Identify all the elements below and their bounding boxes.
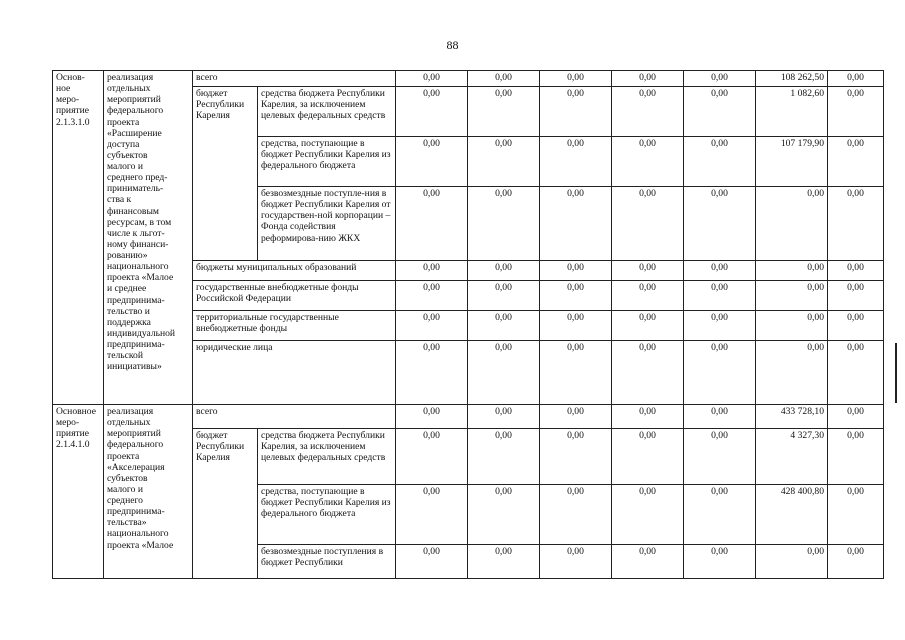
amount-cell: 0,00 xyxy=(396,87,468,137)
amount-cell: 0,00 xyxy=(540,261,612,281)
amount-cell: 0,00 xyxy=(540,405,612,429)
amount-cell: 0,00 xyxy=(684,429,756,485)
funding-source-cell: бюджеты муниципальных образований xyxy=(193,261,396,281)
amount-cell: 0,00 xyxy=(684,137,756,187)
amount-cell: 0,00 xyxy=(468,311,540,341)
amount-cell: 0,00 xyxy=(828,87,884,137)
table-row xyxy=(53,405,884,429)
amount-cell: 0,00 xyxy=(396,545,468,579)
margin-bar xyxy=(895,343,897,403)
amount-cell: 0,00 xyxy=(756,311,828,341)
amount-cell: 0,00 xyxy=(828,71,884,87)
amount-cell: 0,00 xyxy=(828,341,884,405)
amount-cell: 0,00 xyxy=(612,341,684,405)
amount-cell: 0,00 xyxy=(684,545,756,579)
amount-cell: 0,00 xyxy=(612,429,684,485)
amount-cell: 0,00 xyxy=(684,341,756,405)
funding-source-cell: территориальные государственные внебюджетные фонды xyxy=(193,311,396,341)
amount-cell: 0,00 xyxy=(612,545,684,579)
amount-cell: 0,00 xyxy=(612,71,684,87)
amount-cell: 0,00 xyxy=(828,545,884,579)
amount-cell: 0,00 xyxy=(828,261,884,281)
amount-cell: 0,00 xyxy=(684,281,756,311)
funding-source-cell: юридические лица xyxy=(193,341,396,405)
amount-cell: 0,00 xyxy=(756,545,828,579)
amount-cell: 0,00 xyxy=(468,405,540,429)
page-number: 88 xyxy=(446,38,459,52)
amount-cell: 0,00 xyxy=(828,281,884,311)
amount-cell: 0,00 xyxy=(396,71,468,87)
amount-cell: 0,00 xyxy=(684,405,756,429)
amount-cell: 107 179,90 xyxy=(756,137,828,187)
amount-cell: 0,00 xyxy=(828,485,884,545)
event-description-cell: реализация отдельных мероприятий федерального проекта «Расширение доступа субъектов малого и среднего пред- приниматель- ства к финансовым ресурсам, в том числе к льгот- ному финанси- рованию» национального проекта «Малое и среднее предпринима- тельство и поддержка индивидуальной предпринима- тельской инициативы» xyxy=(104,71,193,405)
amount-cell: 0,00 xyxy=(756,261,828,281)
amount-cell: 0,00 xyxy=(396,311,468,341)
event-description-cell: реализация отдельных мероприятий федерального проекта «Акселерация субъектов малого и среднего предпринима- тельства» национального проекта «Малое xyxy=(104,405,193,579)
amount-cell: 0,00 xyxy=(684,485,756,545)
funding-source-cell: бюджет Республики Карелия xyxy=(193,429,258,579)
amount-cell: 0,00 xyxy=(396,429,468,485)
amount-cell: 0,00 xyxy=(540,281,612,311)
amount-cell: 0,00 xyxy=(828,137,884,187)
amount-cell: 0,00 xyxy=(612,485,684,545)
amount-cell: 0,00 xyxy=(540,87,612,137)
amount-cell: 1 082,60 xyxy=(756,87,828,137)
funding-subsource-cell: средства бюджета Республики Карелия, за исключением целевых федеральных средств xyxy=(258,87,396,137)
amount-cell: 0,00 xyxy=(468,281,540,311)
amount-cell: 0,00 xyxy=(756,341,828,405)
amount-cell: 0,00 xyxy=(540,311,612,341)
amount-cell: 0,00 xyxy=(684,71,756,87)
funding-subsource-cell: безвозмездные поступления в бюджет Республики xyxy=(258,545,396,579)
amount-cell: 0,00 xyxy=(828,429,884,485)
amount-cell: 0,00 xyxy=(468,137,540,187)
amount-cell: 0,00 xyxy=(684,87,756,137)
amount-cell: 0,00 xyxy=(396,405,468,429)
amount-cell: 0,00 xyxy=(468,341,540,405)
amount-cell: 0,00 xyxy=(468,429,540,485)
funding-source-cell: всего xyxy=(193,405,396,429)
amount-cell: 0,00 xyxy=(612,187,684,261)
event-code-cell: Основ- ное меро- приятие 2.1.3.1.0 xyxy=(53,71,104,405)
funding-subsource-cell: средства бюджета Республики Карелия, за исключением целевых федеральных средств xyxy=(258,429,396,485)
amount-cell: 0,00 xyxy=(612,261,684,281)
amount-cell: 0,00 xyxy=(396,261,468,281)
amount-cell: 0,00 xyxy=(540,137,612,187)
funding-table xyxy=(52,70,884,579)
amount-cell: 0,00 xyxy=(612,87,684,137)
funding-subsource-cell: безвозмездные поступле-ния в бюджет Республики Карелия от государствен-ной корпорации – Фонда содействия реформирова-нию ЖКХ xyxy=(258,187,396,261)
amount-cell: 0,00 xyxy=(396,137,468,187)
amount-cell: 0,00 xyxy=(468,87,540,137)
amount-cell: 0,00 xyxy=(612,405,684,429)
amount-cell: 428 400,80 xyxy=(756,485,828,545)
event-code-cell: Основное меро- приятие 2.1.4.1.0 xyxy=(53,405,104,579)
amount-cell: 0,00 xyxy=(828,405,884,429)
amount-cell: 0,00 xyxy=(540,341,612,405)
amount-cell: 0,00 xyxy=(468,187,540,261)
table-row xyxy=(53,71,884,87)
amount-cell: 0,00 xyxy=(612,311,684,341)
amount-cell: 0,00 xyxy=(396,281,468,311)
amount-cell: 0,00 xyxy=(468,485,540,545)
amount-cell: 0,00 xyxy=(540,485,612,545)
amount-cell: 0,00 xyxy=(828,311,884,341)
amount-cell: 0,00 xyxy=(756,281,828,311)
amount-cell: 0,00 xyxy=(468,71,540,87)
amount-cell: 0,00 xyxy=(540,187,612,261)
amount-cell: 0,00 xyxy=(756,187,828,261)
amount-cell: 0,00 xyxy=(540,429,612,485)
amount-cell: 0,00 xyxy=(396,341,468,405)
amount-cell: 108 262,50 xyxy=(756,71,828,87)
amount-cell: 0,00 xyxy=(540,71,612,87)
amount-cell: 0,00 xyxy=(396,187,468,261)
amount-cell: 4 327,30 xyxy=(756,429,828,485)
funding-source-cell: государственные внебюджетные фонды Российской Федерации xyxy=(193,281,396,311)
funding-source-cell: всего xyxy=(193,71,396,87)
amount-cell: 0,00 xyxy=(684,261,756,281)
funding-subsource-cell: средства, поступающие в бюджет Республики Карелия из федерального бюджета xyxy=(258,485,396,545)
amount-cell: 0,00 xyxy=(684,187,756,261)
amount-cell: 433 728,10 xyxy=(756,405,828,429)
amount-cell: 0,00 xyxy=(468,261,540,281)
amount-cell: 0,00 xyxy=(612,281,684,311)
amount-cell: 0,00 xyxy=(612,137,684,187)
funding-subsource-cell: средства, поступающие в бюджет Республики Карелия из федерального бюджета xyxy=(258,137,396,187)
amount-cell: 0,00 xyxy=(684,311,756,341)
amount-cell: 0,00 xyxy=(540,545,612,579)
amount-cell: 0,00 xyxy=(468,545,540,579)
funding-source-cell: бюджет Республики Карелия xyxy=(193,87,258,261)
amount-cell: 0,00 xyxy=(828,187,884,261)
amount-cell: 0,00 xyxy=(396,485,468,545)
